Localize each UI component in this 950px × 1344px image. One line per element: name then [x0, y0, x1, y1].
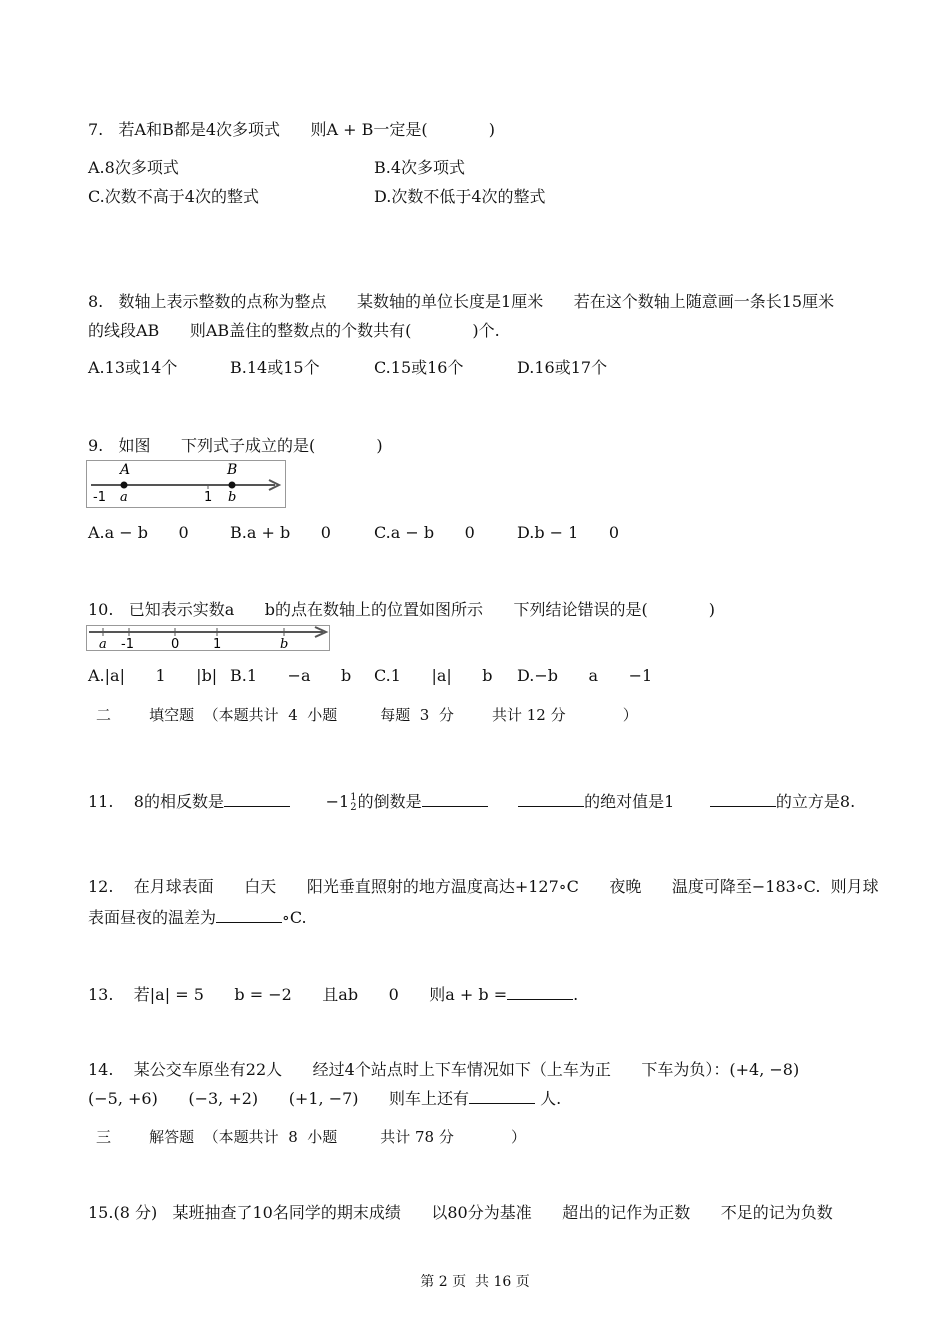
q10-option-c: C.1 |a| b	[374, 666, 493, 685]
q11-part5: 的立方是8.	[775, 792, 856, 811]
section-3-heading: 三 解答题 （本题共计 8 小题 共计 78 分 ）	[96, 1128, 527, 1146]
q11-part1: 11. 8的相反数是	[88, 792, 224, 811]
q7-option-b: B.4次多项式	[374, 158, 466, 177]
q8-option-a: A.13或14个	[88, 358, 178, 377]
q9-label-a: a	[120, 490, 128, 505]
q7-stem: 7. 若A和B都是4次多项式 则A + B一定是( )	[88, 120, 495, 139]
q13-part2: .	[573, 985, 579, 1004]
q11-part2: −1	[325, 792, 350, 811]
q8-stem-line2: 的线段AB 则AB盖住的整数点的个数共有( )个.	[88, 321, 500, 340]
q11-blank-4	[710, 790, 776, 807]
q10-label-neg1: -1	[121, 637, 134, 650]
q9-option-b: B.a + b 0	[230, 523, 331, 542]
q11-blank-2	[422, 790, 488, 807]
q9-label-1: 1	[204, 490, 213, 505]
q13-line	[88, 983, 578, 1006]
section-2-heading: 二 填空题 （本题共计 4 小题 每题 3 分 共计 12 分 ）	[96, 706, 638, 724]
q13-blank	[507, 983, 573, 1000]
q10-stem: 10. 已知表示实数a b的点在数轴上的位置如图所示 下列结论错误的是( )	[88, 600, 716, 619]
q12-line1: 12. 在月球表面 白天 阳光垂直照射的地方温度高达+127∘C 夜晚 温度可降至−183∘C. 则月球	[88, 877, 879, 896]
q10-number-line-figure	[86, 625, 330, 651]
q11-line	[88, 790, 855, 813]
q9-label-b: b	[228, 490, 237, 505]
q12-blank	[216, 906, 282, 923]
q11-blank-1	[224, 790, 290, 807]
q9-label-neg1: -1	[93, 490, 106, 505]
q14-line2	[88, 1087, 561, 1110]
q14-part1: (−5, +6) (−3, +2) (+1, −7) 则车上还有	[88, 1089, 470, 1108]
q8-option-c: C.15或16个	[374, 358, 464, 377]
q8-option-d: D.16或17个	[517, 358, 608, 377]
q12-part2: ∘C.	[282, 908, 307, 927]
q14-blank	[469, 1087, 535, 1104]
q10-option-a: A.|a| 1 |b|	[88, 666, 218, 685]
q9-option-d: D.b − 1 0	[517, 523, 620, 542]
q11-part3: 的倒数是	[357, 792, 422, 811]
q11-fraction	[350, 793, 356, 813]
q9-number-line-figure	[86, 460, 286, 508]
q9-label-B: B	[227, 462, 238, 478]
q10-option-b: B.1 −a b	[230, 666, 352, 685]
q10-label-a: a	[99, 637, 107, 650]
q7-option-c: C.次数不高于4次的整式	[88, 187, 259, 206]
q11-frac-den: 2	[350, 801, 357, 813]
q8-stem-line1: 8. 数轴上表示整数的点称为整点 某数轴的单位长度是1厘米 若在这个数轴上随意画一条长15厘米	[88, 292, 835, 311]
q9-option-a: A.a − b 0	[88, 523, 189, 542]
q10-label-b: b	[280, 637, 289, 650]
q11-blank-3	[518, 790, 584, 807]
q9-label-A: A	[120, 462, 131, 478]
page-footer: 第 2 页 共 16 页	[420, 1274, 530, 1290]
q14-part2: 人.	[535, 1089, 562, 1108]
q15-stem: 15.(8 分) 某班抽查了10名同学的期末成绩 以80分为基准 超出的记作为正数 不足的记为负数	[88, 1203, 833, 1222]
q12-line2	[88, 906, 307, 929]
q11-part4: 的绝对值是1	[584, 792, 675, 811]
q11-frac-num: 1	[350, 791, 357, 803]
q8-option-b: B.14或15个	[230, 358, 320, 377]
q10-label-0: 0	[171, 637, 180, 650]
q13-part1: 13. 若|a| = 5 b = −2 且ab 0 则a + b =	[88, 985, 508, 1004]
q7-option-a: A.8次多项式	[88, 158, 179, 177]
q12-part1: 表面昼夜的温差为	[88, 908, 217, 927]
q7-option-d: D.次数不低于4次的整式	[374, 187, 546, 206]
q9-stem: 9. 如图 下列式子成立的是( )	[88, 436, 383, 455]
q10-option-d: D.−b a −1	[517, 666, 653, 685]
q10-label-1: 1	[213, 637, 222, 650]
q9-option-c: C.a − b 0	[374, 523, 475, 542]
q14-line1: 14. 某公交车原坐有22人 经过4个站点时上下车情况如下（上车为正 下车为负）：(+4, −8)	[88, 1060, 800, 1079]
